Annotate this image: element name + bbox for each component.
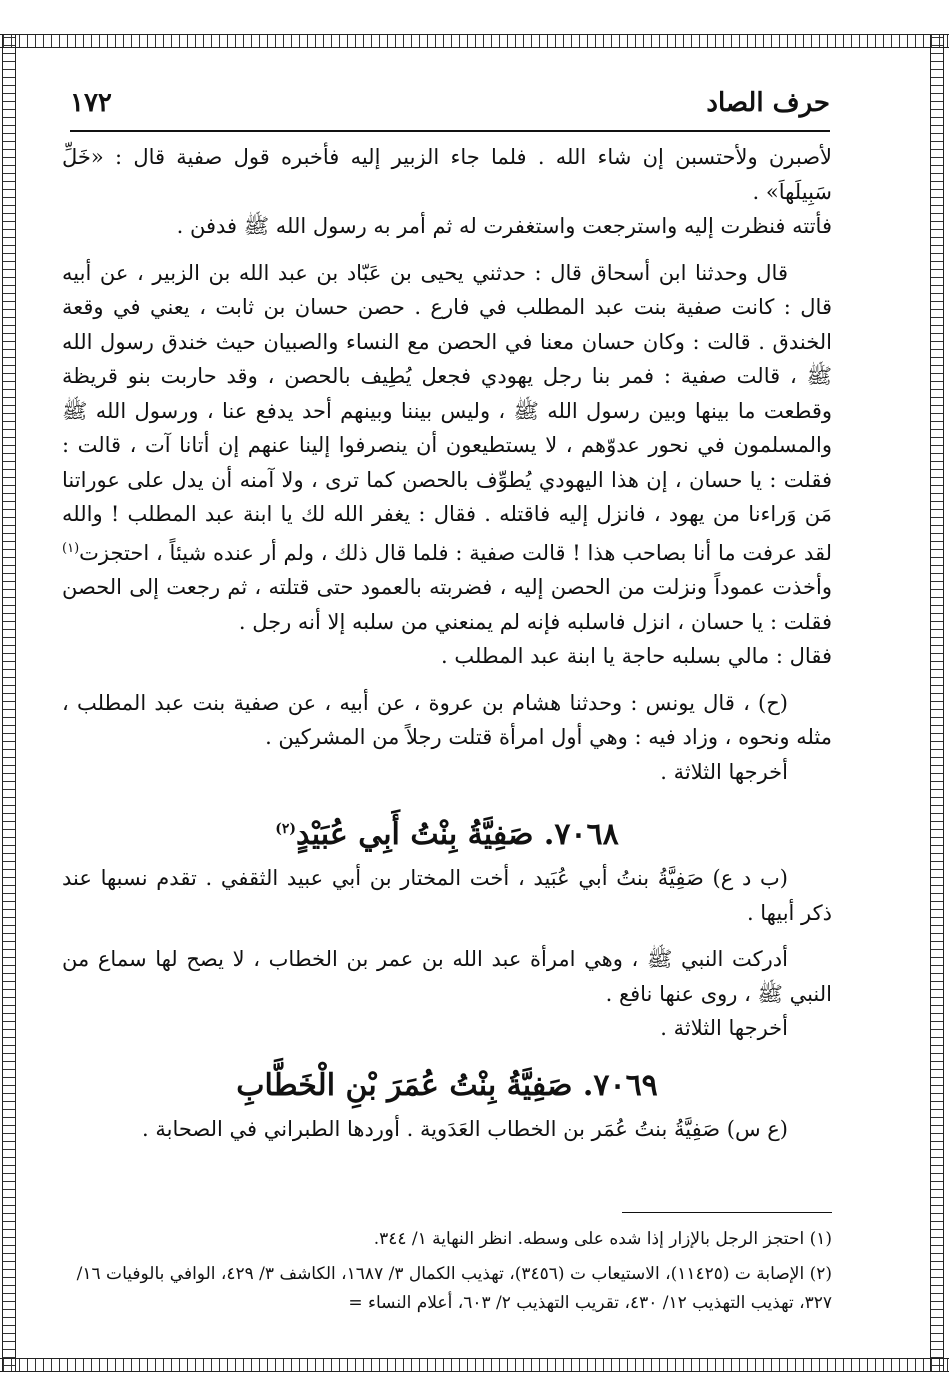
page-number: ١٧٢ <box>70 88 112 118</box>
footnotes <box>62 1224 832 1324</box>
ornamental-border-right <box>930 34 944 1372</box>
paragraph: (ع س) صَفِيَّةُ بنتُ عُمَر بن الخطاب العَدَوية . أوردها الطبراني في الصحابة . <box>142 1116 788 1141</box>
footnote-divider <box>622 1212 832 1213</box>
paragraph: لأصبرن ولأحتسبن إن شاء الله . فلما جاء الزبير إليه فأخبره قول صفية قال : «خَلِّ سَبِيلَهاَ» . <box>62 145 832 204</box>
paragraph: فقال : مالي بسلبه حاجة يا ابنة عبد المطلب . <box>440 644 832 668</box>
page-header <box>70 86 830 132</box>
entry-heading <box>62 809 832 855</box>
paragraph <box>62 256 832 640</box>
paragraph: أدركت النبي ﷺ ، وهي امرأة عبد الله بن عمر بن الخطاب ، لا يصح لها سماع من النبي ﷺ ، روى عنها نافع . <box>62 947 832 1006</box>
entry-heading-text: ٧٠٦٨. صَفِيَّةُ بِنْتُ أَبِي عُبَيْدٍ <box>296 817 619 852</box>
paragraph: (ب د ع) صَفِيَّةُ بنتُ أبي عُبَيد ، أخت المختار بن أبي عبيد الثقفي . تقدم نسبها عند ذكر أبيها . <box>62 866 832 925</box>
paragraph: أخرجها الثلاثة . <box>660 1016 788 1040</box>
footnote-ref: (١) <box>62 540 80 556</box>
paragraph: أخرجها الثلاثة . <box>660 759 788 784</box>
paragraph-text: قال وحدثنا ابن أسحاق قال : حدثني يحيى بن عَبّاد بن عبد الله بن الزبير ، عن أبيه قال : كانت صفية بنت عبد المطلب في فارع . حصن حسان بن ثابت ، يعني في وقعة الخندق . قالت : وكان حسان معنا في الحصن مع النساء والصبيان حيث خندق رسول الله ﷺ ، قالت صفية : فمر بنا رجل يهودي فجعل يُطِيف بالحصن ، وقد حاربت بنو قريظة وقطعت ما بينها وبين رسول الله ﷺ ، وليس بيننا وبينهم أحد يدفع عنا ، ورسول الله ﷺ والمسلمون في نحور عدوّهم ، لا يستطيعون أن ينصرفوا إلينا عنهم إن أتانا آت ، قالت : فقلت : يا حسان ، إن هذا اليهودي يُطوِّف بالحصن كما ترى ، ولا آمنه أن يدل على عوراتنا مَن وَراءنا من يهود ، فانزل إليه فاقتله . فقال : يغفر الله لك يا ابنة عبد المطلب ! والله لقد عرفت ما أنا بصاحب هذا ! قالت صفية : فلما قال ذلك ، ولم أر عنده شيئاً ، احتجزت <box>62 260 832 565</box>
paragraph: فأتته فنظرت إليه واسترجعت واستغفرت له ثم أمر به رسول الله ﷺ فدفن . <box>176 214 832 238</box>
main-text <box>62 140 832 1146</box>
footnote-ref: (٢) <box>275 821 296 837</box>
entry-heading: ٧٠٦٩. صَفِيَّةُ بِنْتُ عُمَرَ بْنِ الْخَطَّابِ <box>236 1067 658 1103</box>
ornamental-border-bottom <box>0 1358 949 1372</box>
paragraph: (ح) ، قال يونس : وحدثنا هشام بن عروة ، عن أبيه ، عن صفية بنت عبد المطلب ، مثله ونحوه ، وزاد فيه : وهي أول امرأة قتلت رجلاً من المشركين . <box>62 690 832 749</box>
footnote: (٢) الإصابة ت (١١٤٢٥)، الاستيعاب ت (٣٤٥٦)، تهذيب الكمال ٣/ ١٦٨٧، الكاشف ٣/ ٤٢٩، الوافي بالوفيات ١٦/ ٣٢٧، تهذيب التهذيب ١٢/ ٤٣٠، تقريب التهذيب ٢/ ٦٠٣، أعلام النساء = <box>76 1264 832 1313</box>
ornamental-border-top <box>0 34 949 48</box>
footnote: (١) احتجز الرجل بالإزار إذا شده على وسطه. انظر النهاية ١/ ٣٤٤. <box>373 1229 832 1249</box>
ornamental-border-left <box>2 34 16 1372</box>
paragraph-text: وأخذت عموداً ونزلت من الحصن إليه ، فضربته بالعمود حتى قتلته ، ثم رجعت إلى الحصن فقلت : يا حسان ، انزل فاسلبه فإنه لم يمنعني من سلبه إلا أنه رجل . <box>62 575 832 634</box>
chapter-title: حرف الصاد <box>706 88 830 118</box>
